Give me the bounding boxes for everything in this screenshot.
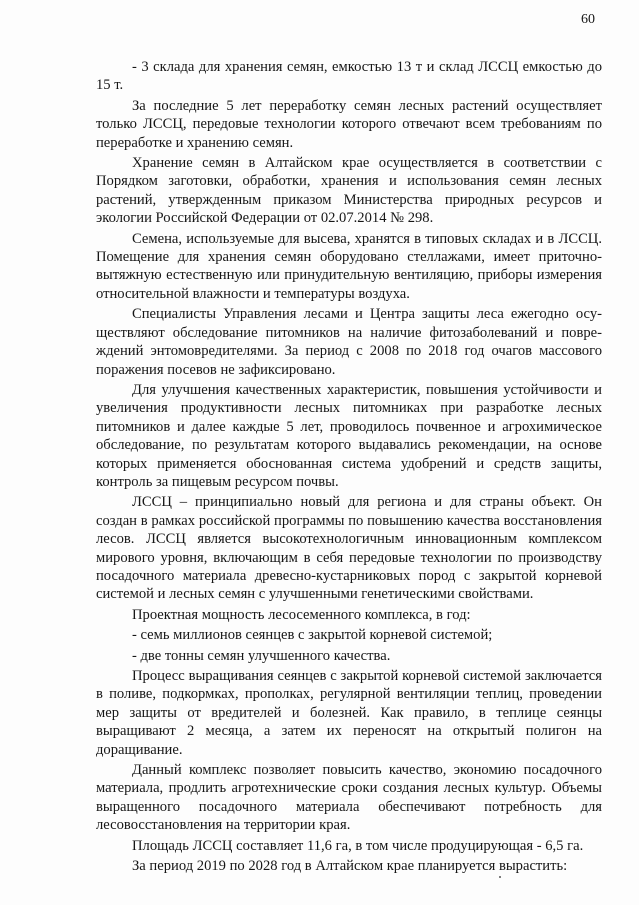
paragraph-seed-storage-order: Хранение семян в Алтайском крае осуществляется в соответствии с Порядком заготовки, обработки, хранения и использования семян лесных растений, утвержденным приказом Министерства природных ресурсов и экологии Российской Федерации от 02.07.2014 № 298. (96, 155, 602, 227)
paragraph-growing-process: Процесс выращивания сеянцев с закрытой корневой системой заключается в поливе, подкормках, прополках, регулярной вентиляции теплиц, проведении мер защиты от вредителей и болезней. Как правило, в теплице сеянцы выращивают 2 месяца, а затем их переносят на открытый полигон на доращивание. (96, 668, 602, 758)
paragraph-design-capacity: Проектная мощность лесосеменного комплекса, в год: (132, 606, 471, 623)
paragraph-lsstc-description: ЛССЦ – принципиально новый для региона и для страны объект. Он создан в рамках российской программы по повышению качества восстановления лесов. ЛССЦ является высокотехнологичным инновационным комплексом мирового уровня, включающим в себя передовые технологии по производству посадочного материала древесно-кустарниковых пород с закрытой корневой системой и лесных семян с улучшенными генетическими свойствами. (96, 494, 602, 603)
page-number: 60 (581, 12, 595, 27)
paragraph-area: Площадь ЛССЦ составляет 11,6 га, в том числе продуцирующая - 6,5 га. (132, 837, 584, 854)
list-item-seeds: - две тонны семян улучшенного качества. (132, 647, 391, 664)
paragraph-seed-processing: За последние 5 лет переработку семян лесных растений осуществляет только ЛССЦ, передовые технологии которого отвечают всем требованиям по переработке и хранению семян. (96, 97, 602, 151)
list-item-seedlings: - семь миллионов сеянцев с закрытой корневой системой; (132, 627, 493, 644)
paragraph-complex-benefits: Данный комплекс позволяет повысить качество, экономию посадочного материала, продлить агротехнические сроки создания лесных культур. Объемы выращенного посадочного материала обеспечивают потребность для лесовосстановления на территории края. (96, 762, 602, 834)
paragraph-planned-growth: За период 2019 по 2028 год в Алтайском крае планируется вырастить: (132, 858, 568, 875)
paragraph-sowing-seeds: Семена, используемые для высева, хранятся в типовых складах и в ЛССЦ. Помещение для хранения семян оборудовано стеллажами, имеет приточно-вытяжную естественную или принудительную вентиляцию, приборы измерения относительной влажности и температуры воздуха. (96, 230, 602, 302)
scan-artifact-dot (499, 876, 501, 878)
paragraph-storage-warehouses: - 3 склада для хранения семян, емкостью 13 т и склад ЛССЦ емкостью до 15 т. (96, 59, 602, 94)
paragraph-nursery-inspection: Специалисты Управления лесами и Центра защиты леса ежегодно осуществляют обследование питомников на наличие фитозаболеваний и повреждений энтомовредителями. За период с 2008 по 2018 год очагов массового поражения посевов не зафиксировано. (96, 306, 602, 378)
document-body (96, 58, 602, 877)
paragraph-quality-improvement: Для улучшения качественных характеристик, повышения устойчивости и увеличения продуктивности лесных питомниках при разработке лесных питомников и далее каждые 5 лет, проводилось почвенное и агрохимическое обследование, по результатам которого выдавались рекомендации, на основе которых применяется обоснованная система удобрений и средств защиты, контроль за пищевым ресурсом почвы. (96, 381, 602, 490)
